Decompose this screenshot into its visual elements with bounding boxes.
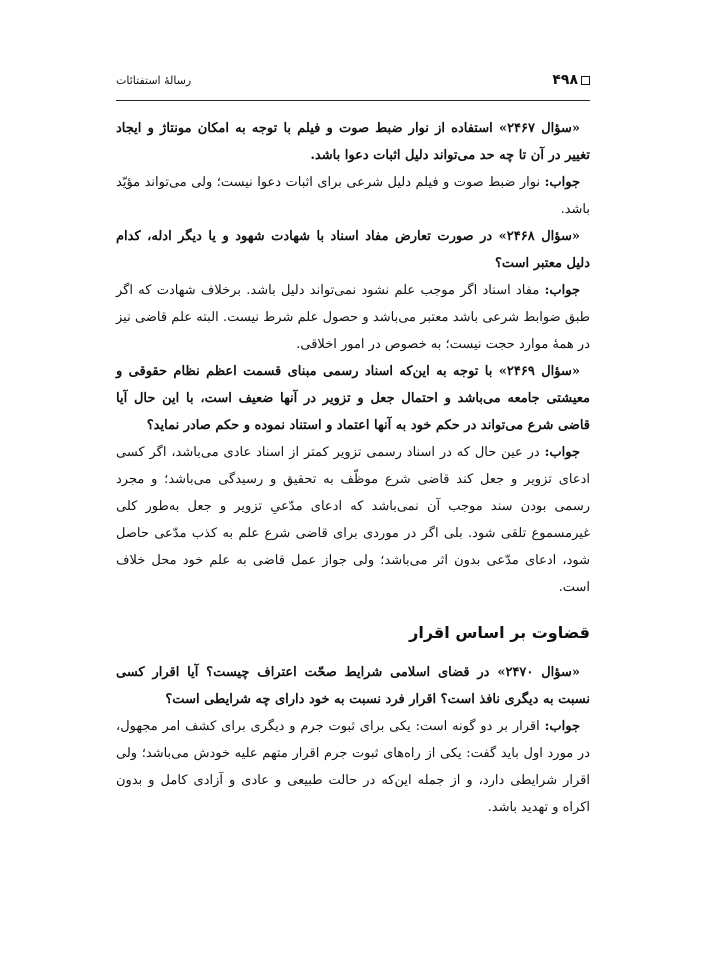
answer-label: جواب:: [544, 719, 580, 734]
answer-2470: [116, 713, 590, 821]
answer-label: جواب:: [544, 283, 581, 298]
question-2468: [116, 223, 590, 277]
square-bullet-icon: [581, 76, 590, 85]
answer-text: مفاد اسناد اگر موجب علم نشود نمی‌تواند دلیل باشد. برخلاف شهادت که اگر طبق ضوابط شرعی باشد معتبر می‌باشد و حصول علم شرط نیست. البته علم قاضی نیز در همهٔ موارد حجت نیست؛ به خصوص در امور اخلاقی.: [116, 283, 590, 352]
page-content: [116, 115, 590, 821]
question-number: «سؤال ۲۴۶۸»: [498, 229, 580, 244]
answer-text: نوار ضبط صوت و فیلم دلیل شرعی برای اثبات دعوا نیست؛ ولی می‌تواند مؤیّد باشد.: [116, 175, 590, 217]
section-title: قضاوت بر اساس اقرار: [409, 623, 590, 642]
running-title: رسالهٔ استفتائات: [116, 74, 192, 87]
answer-label: جواب:: [544, 175, 580, 190]
page-number: [552, 72, 590, 88]
question-text: استفاده از نوار ضبط صوت و فیلم با توجه به امکان مونتاژ و ایجاد تغییر در آن تا چه حد می‌تواند دلیل اثبات دعوا باشد.: [116, 121, 590, 163]
question-number: «سؤال ۲۴۶۹»: [498, 364, 580, 379]
question-text: در قضای اسلامی شرایط صحّت اعتراف چیست؟ آیا اقرار کسی نسبت به دیگری نافذ است؟ اقرار فرد نسبت به خود دارای چه شرایطی است؟: [116, 665, 590, 707]
answer-text: اقرار بر دو گونه است: یکی برای ثبوت جرم و دیگری برای کشف امر مجهول، در مورد اول باید گفت: یکی از راه‌های ثبوت جرم اقرار متهم علیه خودش می‌باشد؛ ولی اقرار شرایطی دارد، و از جمله این‌که در حالت طبیعی و عادی و آزادی کامل و بدون اکراه و تهدید باشد.: [116, 719, 590, 815]
book-page: [116, 60, 590, 920]
question-number: «سؤال ۲۴۷۰»: [497, 665, 580, 680]
question-2467: [116, 115, 590, 169]
answer-2468: [116, 277, 590, 358]
page-number-text: ۴۹۸: [552, 72, 578, 88]
answer-2469: [116, 439, 590, 601]
question-2469: [116, 358, 590, 439]
question-number: «سؤال ۲۴۶۷»: [498, 121, 580, 136]
header-rule: [116, 100, 590, 101]
question-text: با توجه به این‌که اسناد رسمی مبنای قسمت اعظم نظام حقوقی و معیشتی جامعه می‌باشد و احتمال جعل و تزویر در آنها ضعیف است، با این حال آیا قاضی شرع می‌تواند در حکم خود به آنها اعتماد و استناد نموده و حکم صادر نماید؟: [116, 364, 590, 433]
question-text: در صورت تعارض مفاد اسناد با شهادت شهود و یا دیگر ادله، کدام دلیل معتبر است؟: [116, 229, 590, 271]
answer-text: در عین حال که در اسناد رسمی تزویر کمتر از اسناد عادی می‌باشد، اگر کسی ادعای تزویر و جعل کند قاضی شرع موظّف به تحقیق و رسیدگی می‌باشد؛ و مجرد رسمی بودن سند موجب آن نمی‌باشد که ادعای مدّعیِ تزویر و جعل به‌طور کلی غیرمسموع تلقی شود. بلی اگر در موردی برای قاضی شرع علم به کذب مدّعی حاصل شود، ادعای مدّعی بدون اثر می‌باشد؛ ولی جواز عمل قاضی به علم خود محل خلاف است.: [116, 445, 590, 595]
answer-2467: [116, 169, 590, 223]
answer-label: جواب:: [544, 445, 580, 460]
page-header: [116, 60, 590, 96]
question-2470: [116, 659, 590, 713]
